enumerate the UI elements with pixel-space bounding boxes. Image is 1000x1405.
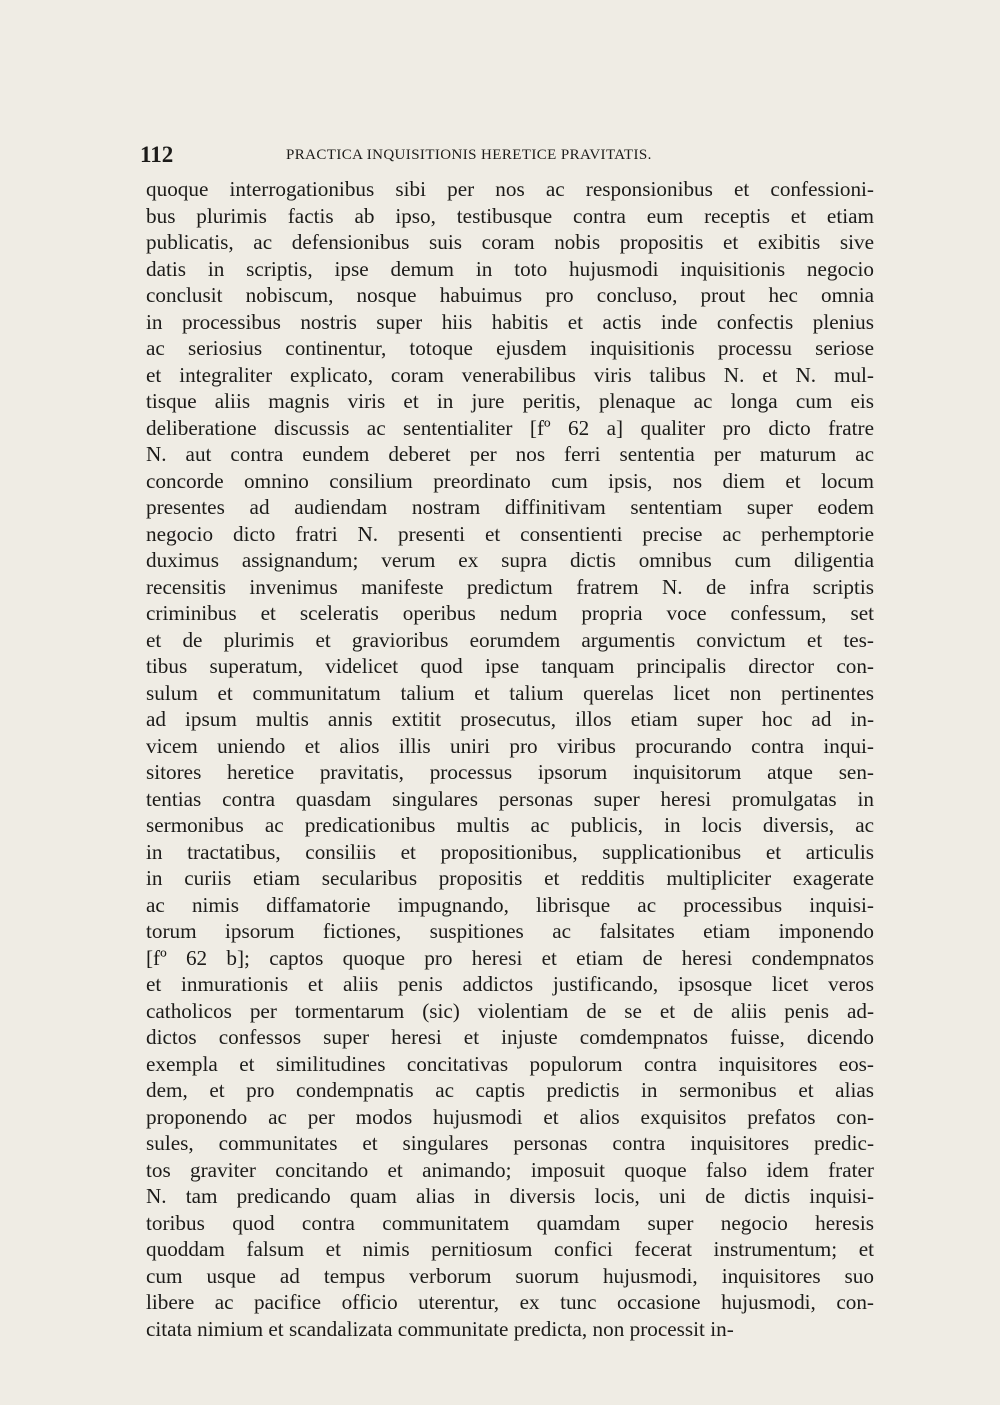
running-title: PRACTICA INQUISITIONIS HERETICE PRAVITATIS. (286, 147, 652, 163)
text-line: ac nimis diffamatorie impugnando, librisque ac processibus inquisi- (146, 892, 874, 917)
text-line: quoque interrogationibus sibi per nos ac responsionibus et confessioni- (146, 177, 874, 201)
text-line: cum usque ad tempus verborum suorum hujusmodi, inquisitores suo (146, 1263, 874, 1288)
text-line: sitores heretice pravitatis, processus ipsorum inquisitorum atque sen- (146, 760, 874, 784)
text-line: N. tam predicando quam alias in diversis locis, uni de dictis inquisi- (146, 1184, 874, 1208)
text-line: citata nimium et scandalizata communitate predicta, non processit in- (146, 1316, 734, 1341)
text-line: tisque aliis magnis viris et in jure peritis, plenaque ac longa cum eis (146, 389, 874, 413)
text-line: exempla et similitudines concitativas populorum contra inquisitores eos- (146, 1051, 874, 1076)
page-header (140, 140, 880, 172)
text-line: recensitis invenimus manifeste predictum fratrem N. de infra scriptis (146, 574, 874, 599)
text-line: negocio dicto fratri N. presenti et consentienti precise ac perhemptorie (146, 521, 874, 546)
text-line: libere ac pacifice officio uterentur, ex tunc occasione hujusmodi, con- (146, 1290, 874, 1314)
text-line: deliberatione discussis ac sententialiter [fº 62 a] qualiter pro dicto fratre (146, 415, 874, 440)
text-line: ac seriosius continentur, totoque ejusdem inquisitionis processu seriose (146, 336, 874, 360)
text-line: conclusit nobiscum, nosque habuimus pro concluso, prout hec omnia (146, 283, 874, 307)
text-line: et integraliter explicato, coram venerabilibus viris talibus N. et N. mul- (146, 362, 874, 387)
text-line: [fº 62 b]; captos quoque pro heresi et etiam de heresi condempnatos (146, 945, 874, 970)
text-line: catholicos per tormentarum (sic) violentiam de se et de aliis penis ad- (146, 998, 874, 1023)
text-line: et inmurationis et aliis penis addictos justificando, ipsosque licet veros (146, 972, 874, 996)
text-line: presentes ad audiendam nostram diffinitivam sententiam super eodem (146, 495, 874, 519)
text-line: in processibus nostris super hiis habitis et actis inde confectis plenius (146, 309, 874, 334)
body-text (146, 176, 874, 1342)
text-line: torum ipsorum fictiones, suspitiones ac falsitates etiam imponendo (146, 919, 874, 943)
text-line: N. aut contra eundem deberet per nos ferri sententia per maturum ac (146, 442, 874, 466)
text-line: criminibus et sceleratis operibus nedum propria voce confessum, set (146, 601, 874, 625)
text-line: in curiis etiam secularibus propositis et redditis multipliciter exagerate (146, 866, 874, 890)
text-line: publicatis, ac defensionibus suis coram nobis propositis et exibitis sive (146, 230, 874, 254)
text-line: datis in scriptis, ipse demum in toto hujusmodi inquisitionis negocio (146, 256, 874, 281)
text-line: ad ipsum multis annis extitit prosecutus, illos etiam super hoc ad in- (146, 707, 874, 731)
text-line: dictos confessos super heresi et injuste comdempnatos fuisse, dicendo (146, 1025, 874, 1049)
text-line: proponendo ac per modos hujusmodi et alios exquisitos prefatos con- (146, 1104, 874, 1129)
text-line: tos graviter concitando et animando; imposuit quoque falso idem frater (146, 1157, 874, 1182)
text-line: sules, communitates et singulares personas contra inquisitores predic- (146, 1131, 874, 1155)
page-number: 112 (140, 142, 174, 167)
text-line: sulum et communitatum talium et talium querelas licet non pertinentes (146, 680, 874, 705)
text-line: et de plurimis et gravioribus eorumdem argumentis convictum et tes- (146, 627, 874, 652)
text-line: tibus superatum, videlicet quod ipse tanquam principalis director con- (146, 654, 874, 678)
text-line: in tractatibus, consiliis et propositionibus, supplicationibus et articulis (146, 839, 874, 864)
text-line: duximus assignandum; verum ex supra dictis omnibus cum diligentia (146, 548, 874, 572)
text-line: tentias contra quasdam singulares personas super heresi promulgatas in (146, 786, 874, 811)
text-line: bus plurimis factis ab ipso, testibusque contra eum receptis et etiam (146, 203, 874, 228)
text-line: toribus quod contra communitatem quamdam super negocio heresis (146, 1210, 874, 1235)
text-line: quoddam falsum et nimis pernitiosum confici fecerat instrumentum; et (146, 1237, 874, 1261)
text-line: vicem uniendo et alios illis uniri pro viribus procurando contra inqui- (146, 733, 874, 758)
text-line: dem, et pro condempnatis ac captis predictis in sermonibus et alias (146, 1078, 874, 1102)
text-line: concorde omnino consilium preordinato cum ipsis, nos diem et locum (146, 468, 874, 493)
text-line: sermonibus ac predicationibus multis ac publicis, in locis diversis, ac (146, 813, 874, 837)
